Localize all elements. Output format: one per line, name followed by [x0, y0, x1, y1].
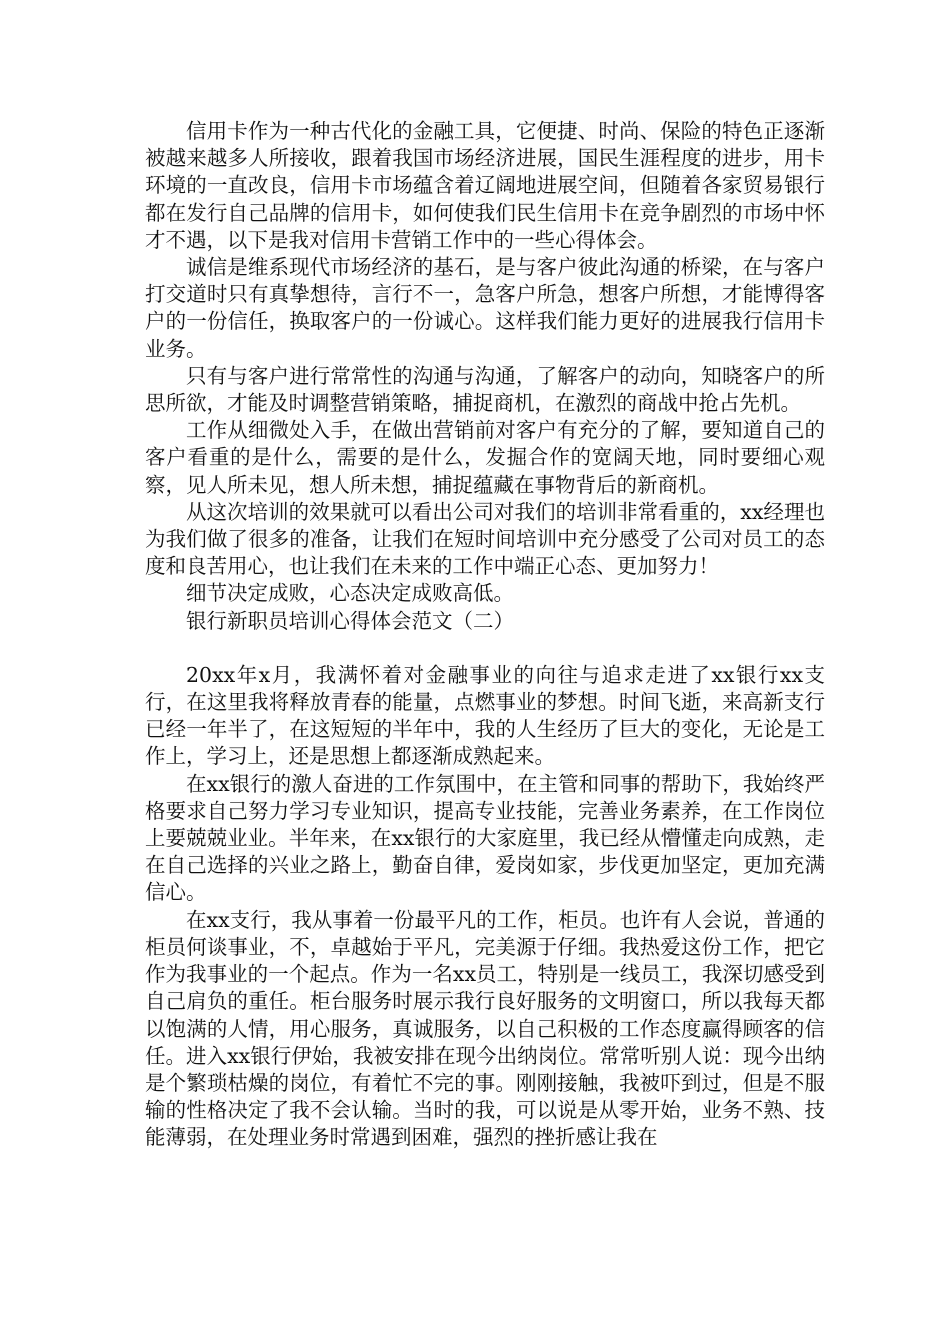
paragraph-teller-work: 在xx支行，我从事着一份最平凡的工作，柜员。也许有人会说，普通的柜员何谈事业，不，卓越始于平凡，完美源于仔细。我热爱这份工作，把它作为我事业的一个起点。作为一名xx员工，特别是一线员工，我深切感受到自己肩负的重任。柜台服务时展示我行良好服务的文明窗口，所以我每天都以饱满的人情，用心服务，真诚服务，以自己积极的工作态度赢得顾客的信任。进入xx银行伊始，我被安排在现今出纳岗位。常常听别人说：现今出纳是个繁琐枯燥的岗位，有着忙不完的事。刚刚接触，我被吓到过，但是不服输的性格决定了我不会认输。当时的我，可以说是从零开始，业务不熟、技能薄弱，在处理业务时常遇到困难，强烈的挫折感让我在: [145, 907, 825, 1150]
paragraph-credit-card-intro: 信用卡作为一种古代化的金融工具，它便捷、时尚、保险的特色正逐渐被越来越多人所接收，跟着我国市场经济进展，国民生涯程度的进步，用卡环境的一直改良，信用卡市场蕴含着辽阔地进展空间，但随着各家贸易银行都在发行自己品牌的信用卡，如何使我们民生信用卡在竞争剧烈的市场中怀才不遇，以下是我对信用卡营销工作中的一些心得体会。: [145, 119, 825, 252]
paragraph-integrity: 诚信是维系现代市场经济的基石，是与客户彼此沟通的桥梁，在与客户打交道时只有真挚想待，言行不一，急客户所急，想客户所想，才能博得客户的一份信任，换取客户的一份诚心。这样我们能力更好的进展我行信用卡业务。: [145, 255, 825, 361]
document-body: [145, 118, 825, 1152]
paragraph-motto: 细节决定成败，心态决定成败高低。: [186, 581, 514, 606]
paragraph-details: 工作从细微处入手，在做出营销前对客户有充分的了解，要知道自己的客户看重的是什么，需要的是什么，发掘合作的宽阔天地，同时要细心观察，见人所未见，想人所未想，捕捉蕴藏在事物背后的新商机。: [145, 418, 825, 497]
paragraph-training-effect: 从这次培训的效果就可以看出公司对我们的培训非常看重的，xx经理也为我们做了很多的准备，让我们在短时间培训中充分感受了公司对员工的态度和良苦用心，也让我们在未来的工作中端正心态、更加努力！: [145, 499, 825, 579]
section-heading: 银行新职员培训心得体会范文（二）: [186, 608, 514, 633]
paragraph-communication: 只有与客户进行常常性的沟通与沟通，了解客户的动向，知晓客户的所思所欲，才能及时调整营销策略，捕捉商机，在激烈的商战中抢占先机。: [145, 363, 825, 416]
paragraph-joining-bank: 20xx年x月，我满怀着对金融事业的向往与追求走进了xx银行xx支行，在这里我将释放青春的能量，点燃事业的梦想。时间飞逝，来高新支行已经一年半了，在这短短的半年中，我的人生经历了巨大的变化，无论是工作上，学习上，还是思想上都逐渐成熟起来。: [145, 662, 825, 769]
paragraph-work-atmosphere: 在xx银行的激人奋进的工作氛围中，在主管和同事的帮助下，我始终严格要求自己努力学习专业知识，提高专业技能，完善业务素养，在工作岗位上要兢兢业业。半年来，在xx银行的大家庭里，我已经从懵懂走向成熟，走在自己选择的兴业之路上，勤奋自律，爱岗如家，步伐更加坚定，更加充满信心。: [145, 771, 825, 905]
